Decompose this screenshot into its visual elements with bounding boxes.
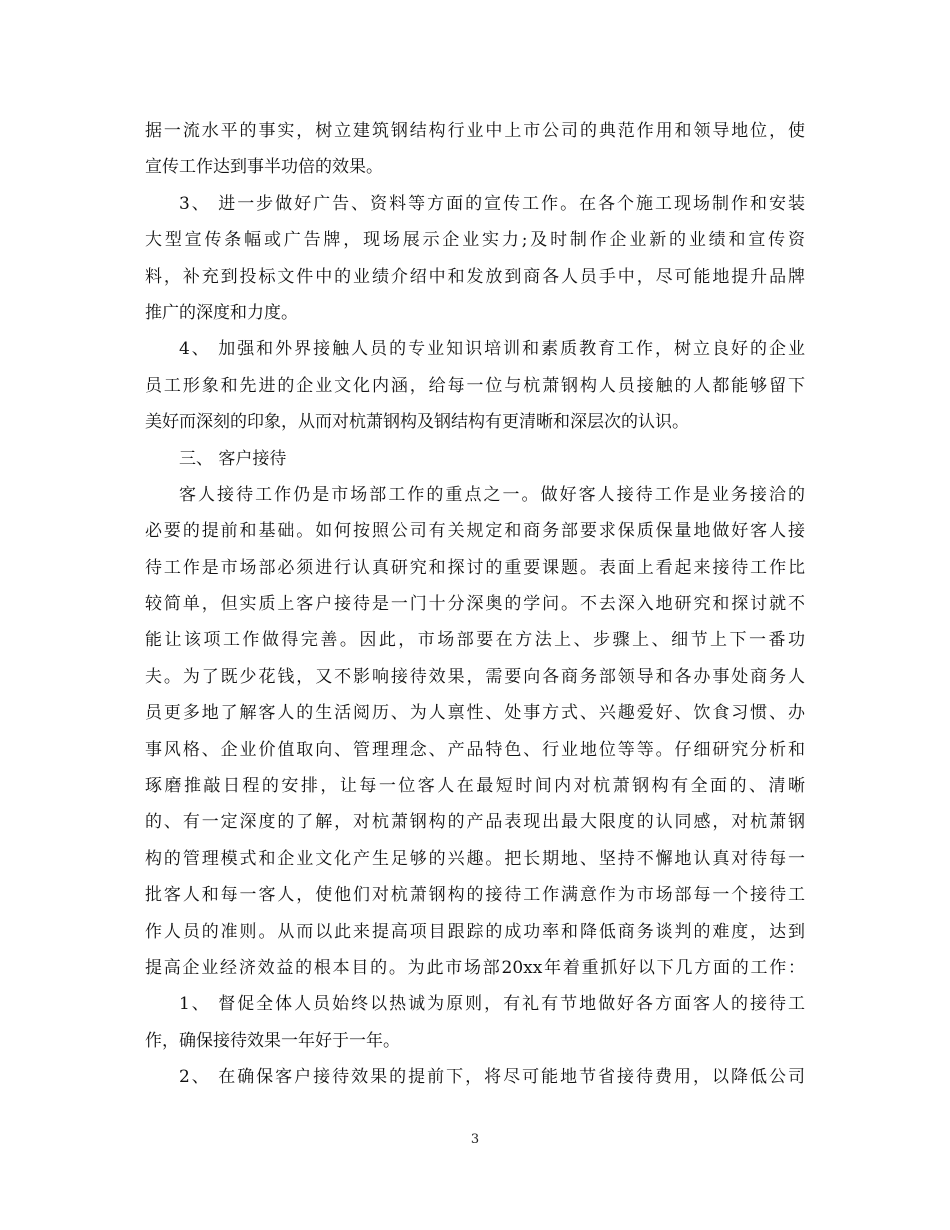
text-line: 夫。为了既少花钱，又不影响接待效果，需要向各商务部领导和各办事处商务人 xyxy=(145,666,805,687)
text-line: 作人员的准则。从而以此来提高项目跟踪的成功率和降低商务谈判的难度，达到 xyxy=(145,921,805,942)
text-line: 构的管理模式和企业文化产生足够的兴趣。把长期地、坚持不懈地认真对待每一 xyxy=(145,848,805,869)
text-line: 员更多地了解客人的生活阅历、为人禀性、处事方式、兴趣爱好、饮食习惯、办 xyxy=(145,703,805,724)
text-line: 较简单，但实质上客户接待是一门十分深奥的学问。不去深入地研究和探讨就不 xyxy=(145,594,805,615)
body-text xyxy=(145,113,805,1096)
text-line: 员工形象和先进的企业文化内涵，给每一位与杭萧钢构人员接触的人都能够留下 xyxy=(145,375,805,396)
text-line: 大型宣传条幅或广告牌，现场展示企业实力;及时制作企业新的业绩和宣传资 xyxy=(145,230,805,251)
text-line: 能让该项工作做得完善。因此，市场部要在方法上、步骤上、细节上下一番功 xyxy=(145,630,805,651)
text-line: 提高企业经济效益的根本目的。为此市场部20xx年着重抓好以下几方面的工作： xyxy=(145,957,805,978)
text-line: 事风格、企业价值取向、管理理念、产品特色、行业地位等等。仔细研究分析和 xyxy=(145,739,805,760)
list-item-2: 2、 在确保客户接待效果的提前下，将尽可能地节省接待费用，以降低公司 xyxy=(179,1067,805,1088)
list-item-3: 3、 进一步做好广告、资料等方面的宣传工作。在各个施工现场制作和安装 xyxy=(179,193,805,214)
page-number: 3 xyxy=(470,1132,480,1147)
text-line: 料，补充到投标文件中的业绩介绍中和发放到商各人员手中，尽可能地提升品牌 xyxy=(145,266,805,287)
paragraph-start: 客人接待工作仍是市场部工作的重点之一。做好客人接待工作是业务接洽的 xyxy=(179,484,805,505)
text-line: 美好而深刻的印象，从而对杭萧钢构及钢结构有更清晰和深层次的认识。 xyxy=(145,412,689,433)
list-item-1: 1、 督促全体人员始终以热诚为原则，有礼有节地做好各方面客人的接待工 xyxy=(179,994,805,1015)
text-line: 批客人和每一客人，使他们对杭萧钢构的接待工作满意作为市场部每一个接待工 xyxy=(145,885,805,906)
text-line: 必要的提前和基础。如何按照公司有关规定和商务部要求保质保量地做好客人接 xyxy=(145,521,805,542)
text-line: 作，确保接待效果一年好于一年。 xyxy=(145,1030,400,1051)
text-line: 待工作是市场部必须进行认真研究和探讨的重要课题。表面上看起来接待工作比 xyxy=(145,557,805,578)
text-line: 的、有一定深度的了解，对杭萧钢构的产品表现出最大限度的认同感，对杭萧钢 xyxy=(145,812,805,833)
text-line: 琢磨推敲日程的安排，让每一位客人在最短时间内对杭萧钢构有全面的、清晰 xyxy=(145,776,805,797)
text-line: 推广的深度和力度。 xyxy=(145,302,298,323)
section-heading-customer-reception: 三、 客户接待 xyxy=(179,448,287,469)
list-item-4: 4、 加强和外界接触人员的专业知识培训和素质教育工作，树立良好的企业 xyxy=(179,339,805,360)
text-line: 宣传工作达到事半功倍的效果。 xyxy=(145,157,383,178)
text-line: 据一流水平的事实，树立建筑钢结构行业中上市公司的典范作用和领导地位，使 xyxy=(145,121,805,141)
